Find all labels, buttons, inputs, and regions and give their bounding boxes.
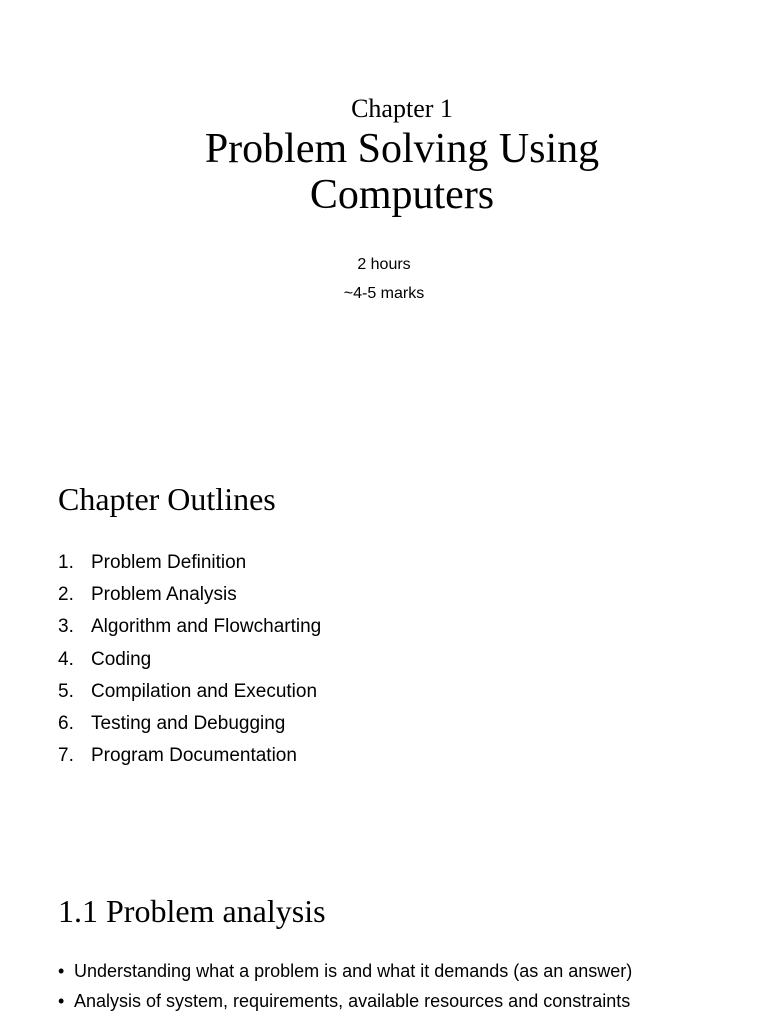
chapter-title-line-1: Problem Solving Using <box>204 126 600 172</box>
analysis-heading: 1.1 Problem analysis <box>58 893 326 929</box>
outline-item-number: 4. <box>58 648 74 670</box>
bullet-item <box>58 988 632 1018</box>
outline-item-number: 1. <box>58 552 74 573</box>
outline-item-text: Problem Analysis <box>91 584 237 606</box>
analysis-slide <box>0 880 768 1024</box>
bullet-text: Analysis of system, requirements, available resources and constraints <box>74 991 631 1011</box>
outline-item-number: 3. <box>58 616 74 638</box>
outline-item <box>58 580 321 612</box>
outline-item <box>58 612 321 644</box>
outline-item <box>58 741 321 773</box>
outline-item <box>58 645 321 677</box>
outline-item <box>58 709 321 741</box>
outline-item-text: Problem Definition <box>91 552 247 573</box>
bullet-item <box>58 958 632 988</box>
title-slide <box>0 0 768 330</box>
bullet-text: Understanding what a problem is and what it demands (as an answer) <box>74 961 633 981</box>
duration-text: 2 hours <box>357 256 411 273</box>
outline-slide <box>0 470 768 790</box>
outline-item-number: 5. <box>58 680 74 702</box>
outline-item-text: Testing and Debugging <box>91 712 286 734</box>
outline-item-text: Compilation and Execution <box>91 680 318 702</box>
analysis-bullet-list <box>58 958 632 1018</box>
outline-heading: Chapter Outlines <box>58 481 276 517</box>
chapter-title <box>0 126 768 218</box>
bullet-icon: • <box>58 991 65 1011</box>
marks-text: ~4-5 marks <box>343 285 425 302</box>
outline-item-number: 6. <box>58 712 74 734</box>
chapter-title-line-2: Computers <box>309 172 495 218</box>
bullet-icon: • <box>58 961 65 981</box>
outline-item-number: 2. <box>58 584 74 606</box>
outline-item-number: 7. <box>58 745 74 767</box>
outline-item-text: Program Documentation <box>91 745 297 767</box>
outline-list <box>58 548 321 773</box>
outline-item <box>58 548 321 580</box>
chapter-label: Chapter 1 <box>351 94 453 123</box>
outline-item <box>58 677 321 709</box>
outline-item-text: Algorithm and Flowcharting <box>91 616 322 638</box>
outline-item-text: Coding <box>91 648 152 670</box>
